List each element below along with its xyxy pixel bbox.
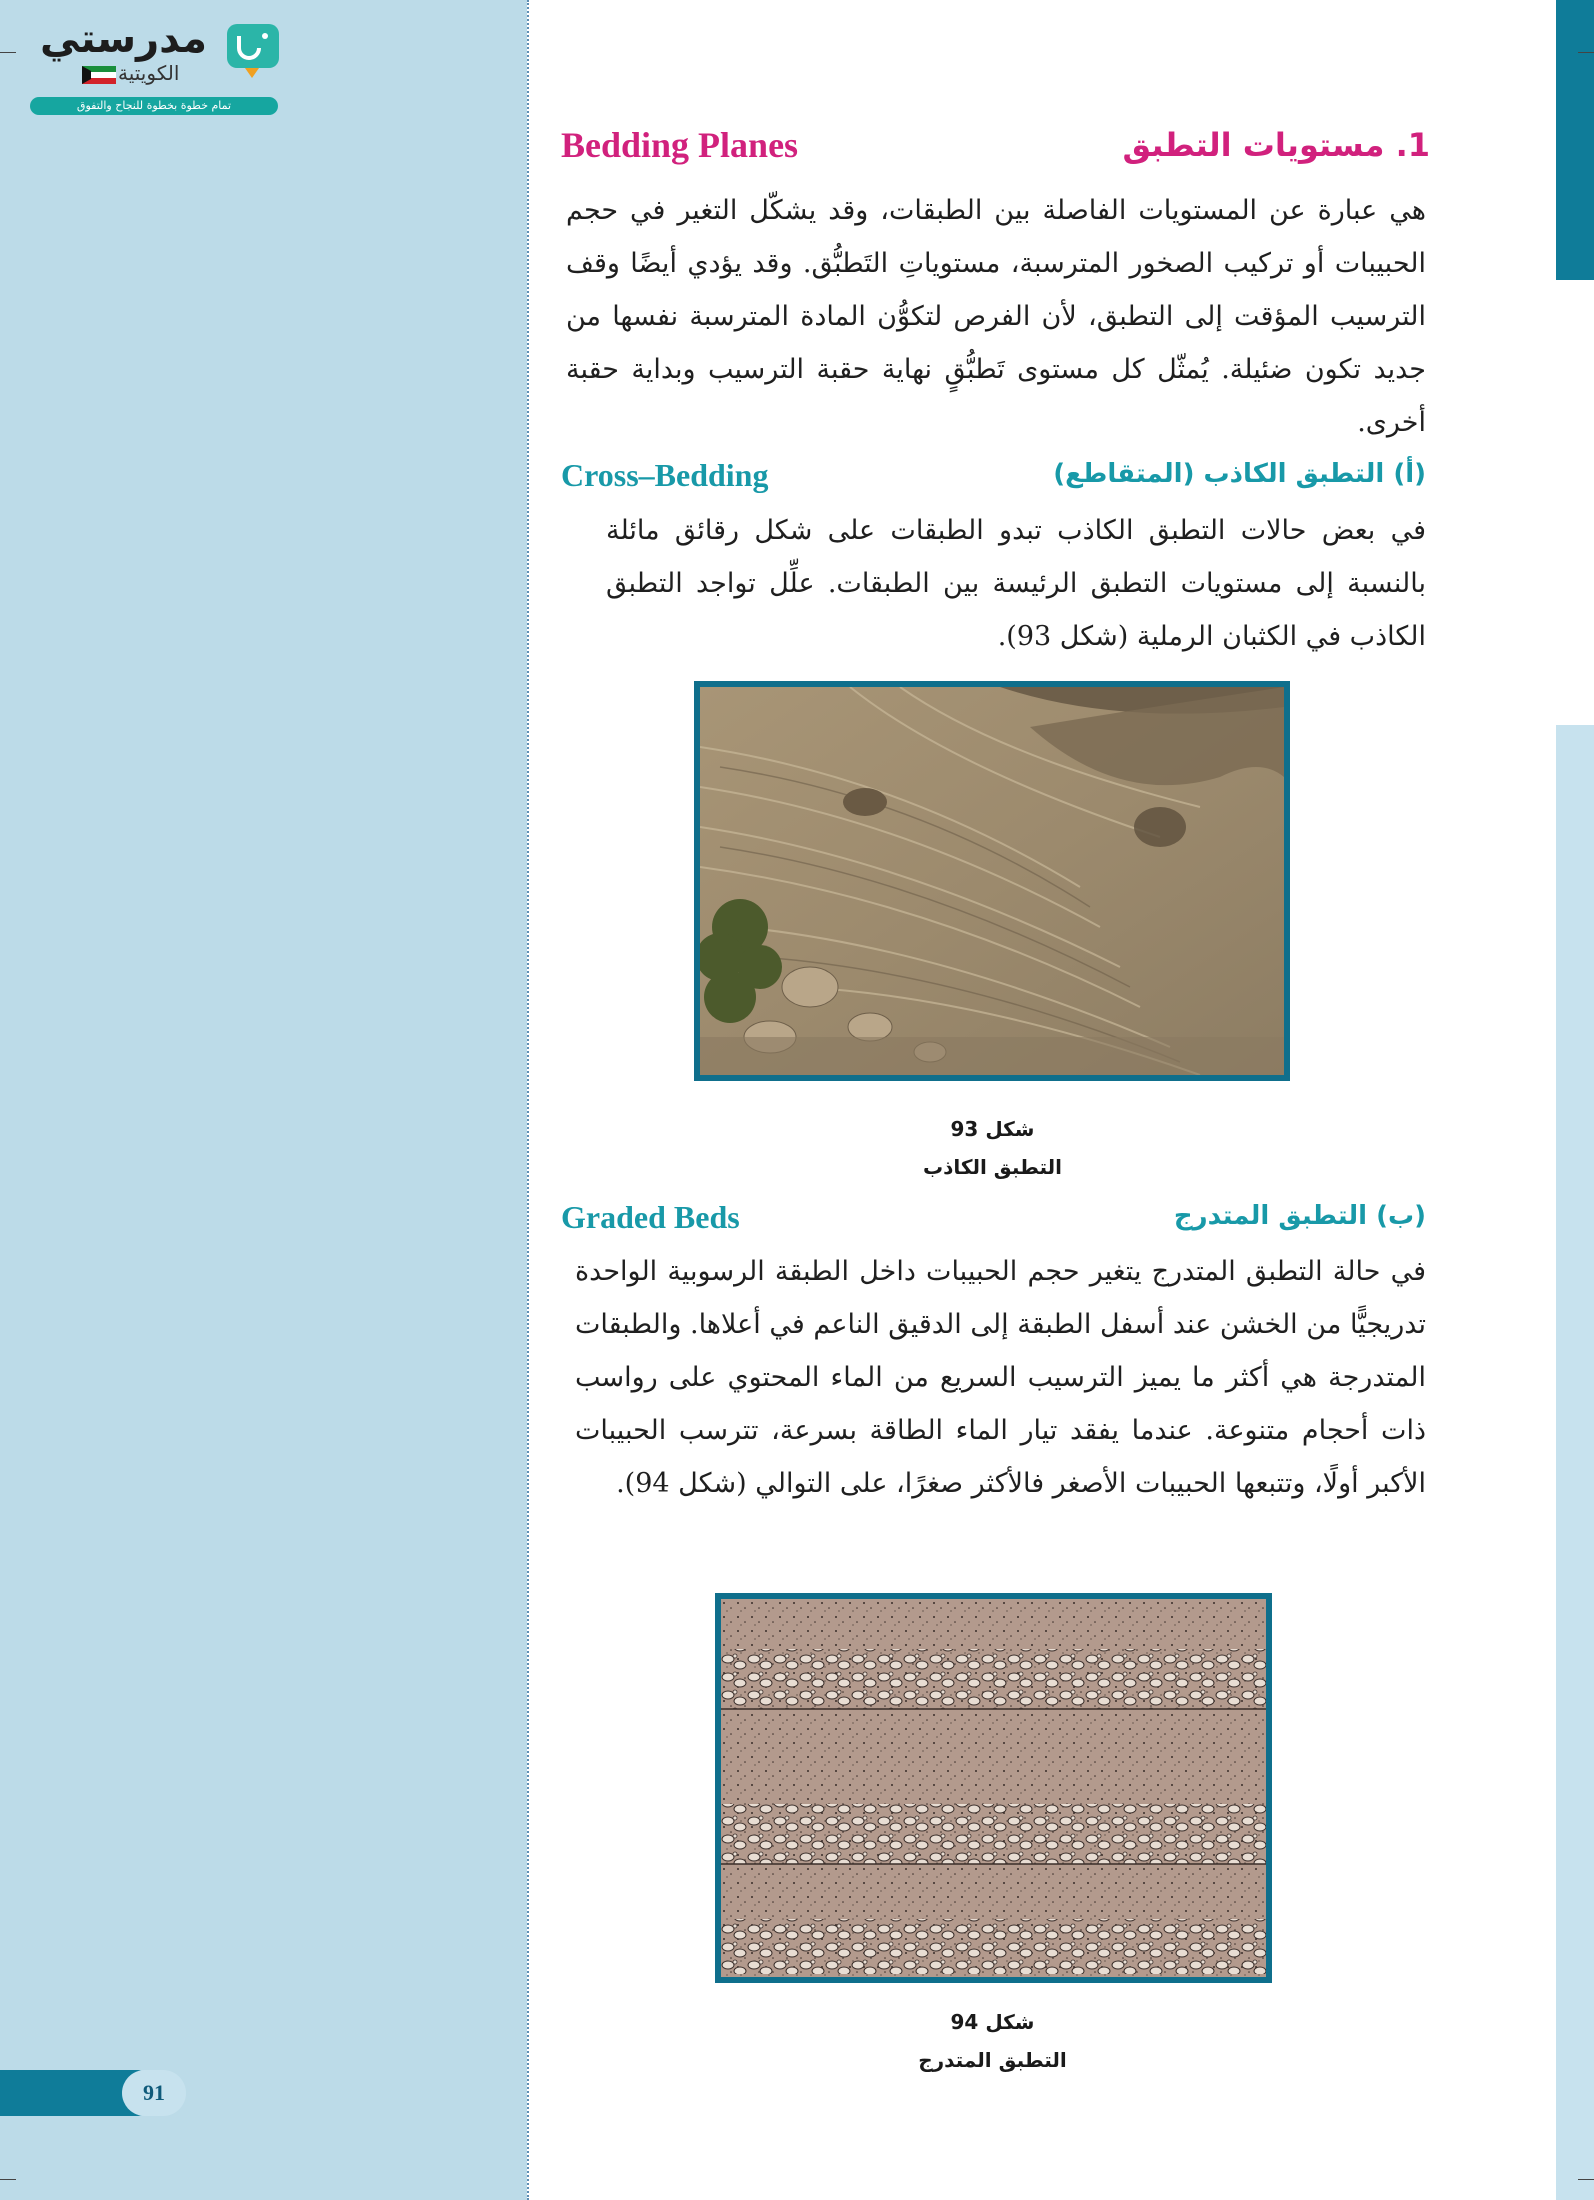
crop-mark bbox=[1578, 2157, 1594, 2180]
graded-beds-diagram bbox=[721, 1599, 1266, 1977]
figure-94-title: التطبق المتدرج bbox=[918, 2048, 1067, 2072]
kuwait-flag-icon bbox=[82, 66, 116, 84]
bedding-planes-paragraph: هي عبارة عن المستويات الفاصلة بين الطبقات، وقد يشكّل التغير في حجم الحبيبات أو تركيب الصخور المترسبة، مستوياتِ التَطبُّق. وقد يؤدي أيضًا وقف الترسيب المؤقت إلى التطبق، لأن الفرص لتكوُّن المادة المترسبة نفسها من جديد تكون ضئيلة. يُمثّل كل مستوى تَطبُّقٍ نهاية حقبة الترسيب وبداية حقبة أخرى. bbox=[566, 195, 1426, 438]
crop-mark bbox=[0, 2157, 16, 2180]
figure-93-title: التطبق الكاذب bbox=[922, 1155, 1063, 1179]
figure-93-caption bbox=[880, 1110, 1105, 1186]
figure-93-frame bbox=[694, 681, 1290, 1081]
crop-mark bbox=[0, 30, 16, 53]
cross-bedding-english-title: Cross–Bedding bbox=[561, 457, 769, 493]
logo-title: مدرستي bbox=[40, 16, 208, 62]
logo-tagline: تمام خطوة بخطوة للنجاح والتفوق bbox=[30, 97, 278, 115]
dotted-divider bbox=[527, 0, 529, 2200]
crop-mark bbox=[1578, 30, 1594, 53]
cross-bedding-photo bbox=[700, 687, 1284, 1075]
section-english-title: Bedding Planes bbox=[561, 125, 799, 165]
right-margin-strip bbox=[1556, 725, 1594, 2200]
logo-mark-icon bbox=[225, 22, 281, 80]
graded-beds-title: (ب) التطبق المتدرج bbox=[1173, 1201, 1426, 1231]
figure-94-caption bbox=[880, 2003, 1105, 2079]
graded-beds-paragraph: في حالة التطبق المتدرج يتغير حجم الحبيبات داخل الطبقة الرسوبية الواحدة تدريجيًّا من الخشن عند أسفل الطبقة إلى الدقيق الناعم في أعلاها. والطبقات المتدرجة هي أكثر ما يميز الترسيب السريع من الماء المحتوي على رواسب ذات أحجام متنوعة. عندما يفقد تيار الماء الطاقة بسرعة، تترسب الحبيبات الأكبر أولًا، وتتبعها الحبيبات الأصغر فالأكثر صغرًا، على التوالي (شكل 94). bbox=[575, 1256, 1426, 1499]
page-number: 91 bbox=[122, 2070, 186, 2116]
left-sidebar bbox=[0, 0, 527, 2200]
figure-93-number: شكل 93 bbox=[950, 1117, 1035, 1141]
cross-bedding-paragraph: في بعض حالات التطبق الكاذب تبدو الطبقات على شكل رقائق مائلة بالنسبة إلى مستويات التطبق الرئيسة بين الطبقات. علِّل تواجد التطبق الكاذب في الكثبان الرملية (شكل 93). bbox=[606, 515, 1426, 652]
brand-logo bbox=[30, 16, 285, 121]
section-title: 1. مستويات التطبق bbox=[1122, 126, 1430, 164]
figure-94-frame bbox=[715, 1593, 1272, 1983]
figure-94-number: شكل 94 bbox=[950, 2010, 1035, 2034]
graded-beds-english-title: Graded Beds bbox=[561, 1199, 740, 1235]
logo-subtitle: الكويتية bbox=[118, 61, 180, 85]
cross-bedding-title: (أ) التطبق الكاذب (المتقاطع) bbox=[1053, 459, 1426, 489]
